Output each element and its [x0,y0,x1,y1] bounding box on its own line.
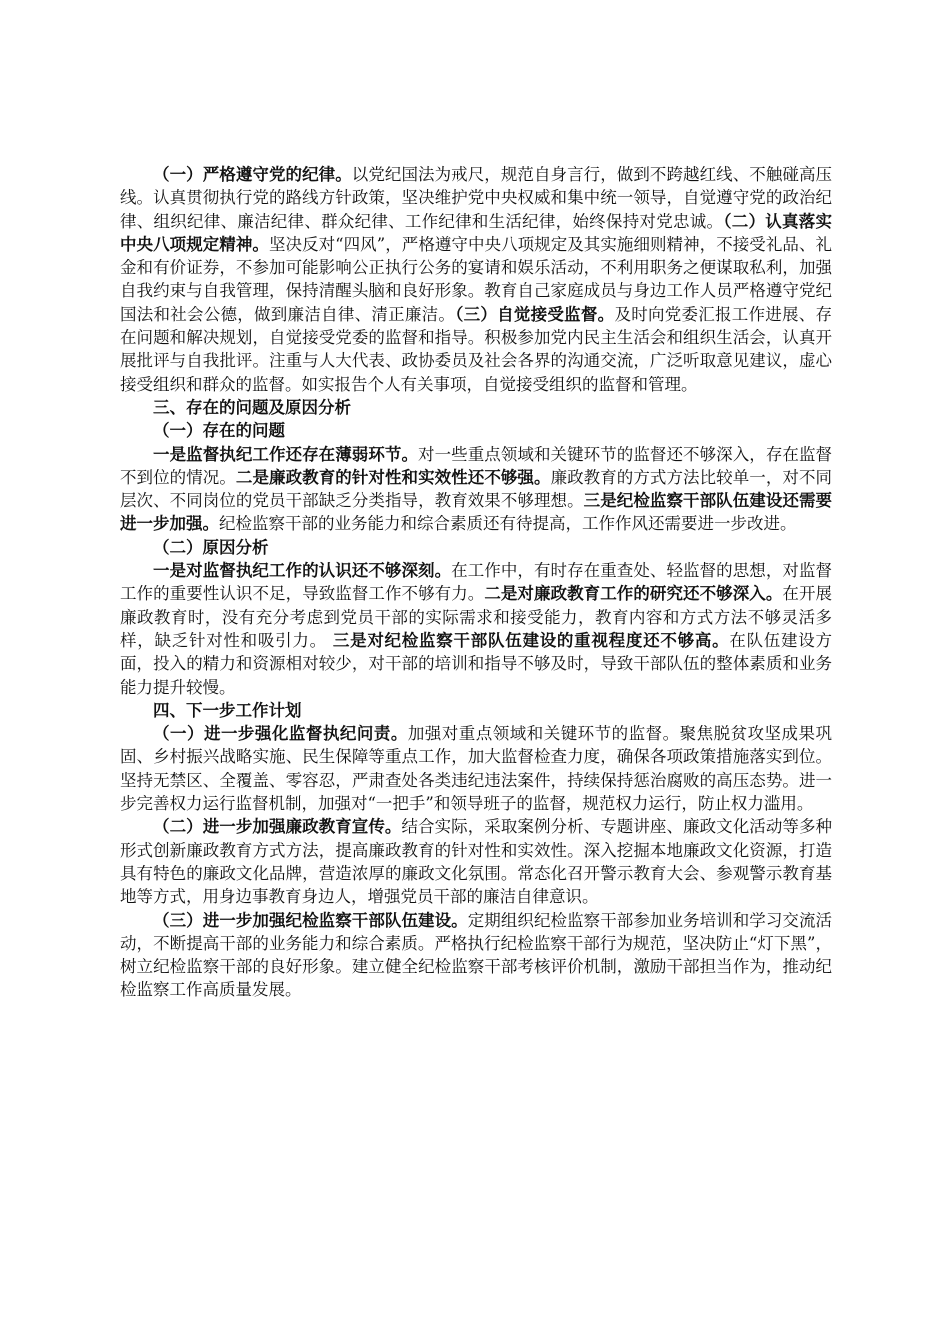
bold-heading: 一是对监督执纪工作的认识还不够深刻。 [153,561,452,581]
bold-heading: （三）进一步加强纪检监察干部队伍建设。 [153,910,468,930]
section-title-plan: 四、下一步工作计划 [153,700,302,720]
paragraph-text: 对一些重点领域和关键环节的监督还不够深入，存在监督不到位的情况。 [120,444,832,487]
paragraph-text: 在开展廉政教育时，没有充分考虑到党员干部的实际需求和接受能力，教育内容和方式方法不够灵活多样，缺乏针对性和吸引力。 [120,584,833,650]
paragraph-problems [120,443,832,536]
section-title-problems: 三、存在的问题及原因分析 [153,397,351,417]
bold-heading: （一）严格遵守党的纪律。 [153,165,352,184]
bold-heading: 三是纪检监察干部队伍建设还需要进一步加强。 [120,491,833,534]
bold-heading: （二）进一步加强廉政教育宣传。 [153,817,402,837]
bold-heading: 三是对纪检监察干部队伍建设的重视程度还不够高。 [332,630,730,650]
paragraph-text: 在队伍建设方面，投入的精力和资源相对较少，对干部的培训和指导不够及时，导致干部队伍的整体素质和业务能力提升较慢。 [120,630,833,697]
paragraph-causes [120,559,832,699]
subsection-title-causes: （二）原因分析 [153,537,269,557]
bold-heading: 二是廉政教育的针对性和实效性还不够强。 [235,467,551,487]
paragraph-text: 纪检监察干部的业务能力和综合素质还有待提高，工作作风还需要进一步改进。 [219,514,797,534]
bold-heading: （二）认真落实中央八项规定精神。 [120,211,833,254]
bold-heading: （三）自觉接受监督。 [455,304,615,324]
paragraph-text: 坚决反对“四风”，严格遵守中央八项规定及其实施细则精神，不接受礼品、礼金和有价证券，不参加可能影响公正执行公务的宴请和娱乐活动，不利用职务之便谋取私利，加强自我约束与自我管理，保持清醒头脑和良好形象。教育自己家庭成员与身边工作人员严格遵守党纪国法和社会公德，做到廉洁自律、清正廉洁。 [120,234,833,324]
paragraph-plan-2 [120,815,832,908]
paragraph-text: 结合实际，采取案例分析、专题讲座、廉政文化活动等多种形式创新廉政教育方式方法，提高廉政教育的针对性和实效性。深入挖掘本地廉政文化资源，打造具有特色的廉政文化品牌，营造浓厚的廉政文化氛围。常态化召开警示教育大会、参观警示教育基地等方式，用身边事教育身边人，增强党员干部的廉洁自律意识。 [120,817,832,907]
subsection-title-problems: （一）存在的问题 [153,421,285,441]
paragraph-text: 及时向党委汇报工作进展、存在问题和解决规划，自觉接受党委的监督和指导。积极参加党内民主生活会和组织生活会，认真开展批评与自我批评。注重与人大代表、政协委员及社会各界的沟通交流，广泛听取意见建议，虚心接受组织和群众的监督。如实报告个人有关事项，自觉接受组织的监督和管理。 [120,304,833,394]
bold-heading: （一）进一步强化监督执纪问责。 [153,724,408,744]
document-body [120,163,832,1002]
paragraph-text: 定期组织纪检监察干部参加业务培训和学习交流活动，不断提高干部的业务能力和综合素质。严格执行纪检监察干部行为规范，坚决防止“灯下黑”，树立纪检监察干部的良好形象。建立健全纪检监察干部考核评价机制，激励干部担当作为，推动纪检监察工作高质量发展。 [120,910,832,1000]
paragraph-discipline [120,163,832,396]
paragraph-text: 以党纪国法为戒尺，规范自身言行，做到不跨越红线、不触碰高压线。认真贯彻执行党的路线方针政策，坚决维护党中央权威和集中统一领导，自觉遵守党的政治纪律、组织纪律、廉洁纪律、群众纪律、工作纪律和生活纪律，始终保持对党忠诚。 [120,165,832,231]
bold-heading: 一是监督执纪工作还存在薄弱环节。 [153,444,418,464]
paragraph-plan-1 [120,722,832,815]
bold-heading: 二是对廉政教育工作的研究还不够深入。 [484,584,783,604]
paragraph-text: 廉政教育的方式方法比较单一，对不同层次、不同岗位的党员干部缺乏分类指导，教育效果不够理想。 [120,467,833,511]
paragraph-text: 在工作中，有时存在重查处、轻监督的思想，对监督工作的重要性认识不足，导致监督工作不够有力。 [120,561,832,604]
paragraph-text: 加强对重点领域和关键环节的监督。聚焦脱贫攻坚成果巩固、乡村振兴战略实施、民生保障等重点工作，加大监督检查力度，确保各项政策措施落实到位。坚持无禁区、全覆盖、零容忍，严肃查处各类违纪违法案件，持续保持惩治腐败的高压态势。进一步完善权力运行监督机制，加强对“一把手”和领导班子的监督，规范权力运行，防止权力滥用。 [120,724,833,814]
paragraph-plan-3 [120,909,832,1002]
